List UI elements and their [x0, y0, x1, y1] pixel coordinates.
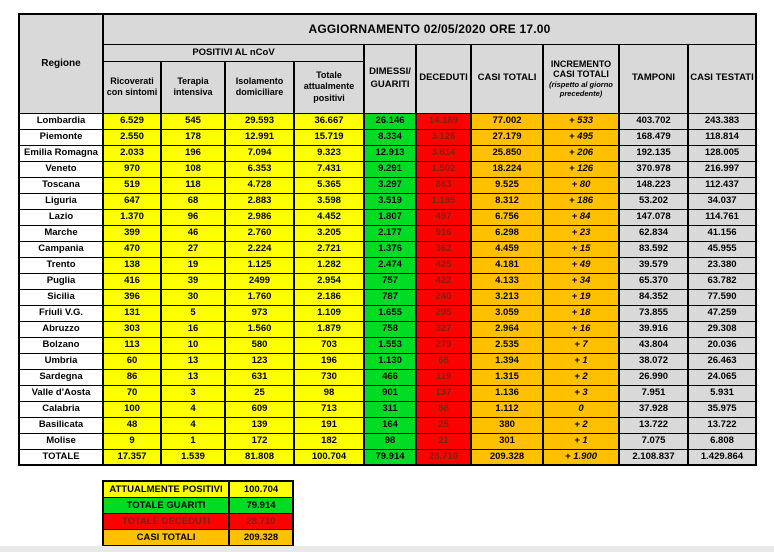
region-name: TOTALE	[19, 449, 103, 465]
deceduti-value: 916	[416, 225, 471, 241]
deceduti-value: 3.126	[416, 129, 471, 145]
totale-positivi-value: 196	[294, 353, 364, 369]
totale-positivi-value: 4.452	[294, 209, 364, 225]
ricoverati-value: 2.033	[103, 145, 161, 161]
region-row	[19, 145, 756, 161]
terapia-intensiva-value: 96	[161, 209, 225, 225]
tamponi-value: 38.072	[619, 353, 688, 369]
dimessi-guariti-value: 787	[364, 289, 416, 305]
summary-label: ATTUALMENTE POSITIVI	[103, 481, 229, 497]
deceduti-value: 425	[416, 257, 471, 273]
region-row	[19, 353, 756, 369]
deceduti-value: 327	[416, 321, 471, 337]
region-row	[19, 417, 756, 433]
ricoverati-value: 6.529	[103, 113, 161, 129]
region-name: Piemonte	[19, 129, 103, 145]
region-name: Molise	[19, 433, 103, 449]
terapia-intensiva-value: 46	[161, 225, 225, 241]
casi-testati-value: 23.380	[688, 257, 756, 273]
summary-value: 28.710	[229, 513, 293, 529]
isolamento-value: 4.728	[225, 177, 294, 193]
dimessi-guariti-value: 901	[364, 385, 416, 401]
region-row	[19, 289, 756, 305]
totale-positivi-value: 1.109	[294, 305, 364, 321]
isolamento-value: 29.593	[225, 113, 294, 129]
totale-positivi-value: 98	[294, 385, 364, 401]
terapia-intensiva-value: 196	[161, 145, 225, 161]
totale-positivi-value: 3.598	[294, 193, 364, 209]
tamponi-value: 53.202	[619, 193, 688, 209]
summary-value: 100.704	[229, 481, 293, 497]
incremento-value: + 3	[543, 385, 619, 401]
isolamento-value: 1.560	[225, 321, 294, 337]
ricoverati-value: 70	[103, 385, 161, 401]
dimessi-guariti-value: 2.474	[364, 257, 416, 273]
tamponi-value: 192.135	[619, 145, 688, 161]
incremento-value: + 7	[543, 337, 619, 353]
ricoverati-value: 86	[103, 369, 161, 385]
tamponi-value: 43.804	[619, 337, 688, 353]
region-row	[19, 193, 756, 209]
terapia-intensiva-value: 30	[161, 289, 225, 305]
region-row	[19, 401, 756, 417]
casi-testati-value: 63.782	[688, 273, 756, 289]
region-row	[19, 321, 756, 337]
terapia-intensiva-value: 178	[161, 129, 225, 145]
terapia-intensiva-value: 68	[161, 193, 225, 209]
region-row	[19, 177, 756, 193]
terapia-intensiva-value: 39	[161, 273, 225, 289]
summary-row	[103, 497, 293, 513]
column-header-casi-totali: CASI TOTALI	[471, 44, 543, 113]
deceduti-value: 21	[416, 433, 471, 449]
totale-positivi-value: 2.721	[294, 241, 364, 257]
casi-testati-value: 45.955	[688, 241, 756, 257]
region-row	[19, 433, 756, 449]
dimessi-guariti-value: 8.334	[364, 129, 416, 145]
casi-totali-value: 6.298	[471, 225, 543, 241]
tamponi-value: 13.722	[619, 417, 688, 433]
ricoverati-value: 9	[103, 433, 161, 449]
region-name: Liguria	[19, 193, 103, 209]
region-name: Toscana	[19, 177, 103, 193]
casi-testati-value: 216.997	[688, 161, 756, 177]
casi-totali-value: 209.328	[471, 449, 543, 465]
summary-row	[103, 529, 293, 545]
column-group-positivi: POSITIVI AL nCoV	[103, 44, 364, 61]
deceduti-value: 1.502	[416, 161, 471, 177]
terapia-intensiva-value: 27	[161, 241, 225, 257]
isolamento-value: 172	[225, 433, 294, 449]
casi-testati-value: 24.065	[688, 369, 756, 385]
isolamento-value: 12.991	[225, 129, 294, 145]
ricoverati-value: 970	[103, 161, 161, 177]
casi-totali-value: 1.315	[471, 369, 543, 385]
region-name: Sicilia	[19, 289, 103, 305]
incremento-value: + 1	[543, 353, 619, 369]
isolamento-value: 7.094	[225, 145, 294, 161]
column-header-incremento	[543, 44, 619, 113]
terapia-intensiva-value: 13	[161, 369, 225, 385]
table-title: AGGIORNAMENTO 02/05/2020 ORE 17.00	[103, 14, 756, 44]
terapia-intensiva-value: 4	[161, 401, 225, 417]
dimessi-guariti-value: 1.807	[364, 209, 416, 225]
isolamento-value: 139	[225, 417, 294, 433]
tamponi-value: 62.834	[619, 225, 688, 241]
casi-testati-value: 5.931	[688, 385, 756, 401]
incremento-value: + 2	[543, 369, 619, 385]
column-header-regione: Regione	[19, 14, 103, 113]
incremento-value: + 186	[543, 193, 619, 209]
dimessi-guariti-value: 3.519	[364, 193, 416, 209]
terapia-intensiva-value: 4	[161, 417, 225, 433]
incremento-value: + 84	[543, 209, 619, 225]
ricoverati-value: 416	[103, 273, 161, 289]
deceduti-value: 28.710	[416, 449, 471, 465]
region-name: Calabria	[19, 401, 103, 417]
tamponi-value: 83.592	[619, 241, 688, 257]
isolamento-value: 609	[225, 401, 294, 417]
dimessi-guariti-value: 12.913	[364, 145, 416, 161]
isolamento-value: 81.808	[225, 449, 294, 465]
region-row	[19, 129, 756, 145]
totale-positivi-value: 7.431	[294, 161, 364, 177]
covid-region-table	[18, 13, 757, 466]
casi-testati-value: 26.463	[688, 353, 756, 369]
ricoverati-value: 48	[103, 417, 161, 433]
terapia-intensiva-value: 19	[161, 257, 225, 273]
incremento-value: + 1.900	[543, 449, 619, 465]
tamponi-value: 168.479	[619, 129, 688, 145]
casi-testati-value: 13.722	[688, 417, 756, 433]
summary-value: 209.328	[229, 529, 293, 545]
casi-testati-value: 118.814	[688, 129, 756, 145]
incremento-value: + 16	[543, 321, 619, 337]
ricoverati-value: 303	[103, 321, 161, 337]
terapia-intensiva-value: 13	[161, 353, 225, 369]
deceduti-value: 497	[416, 209, 471, 225]
casi-totali-value: 1.394	[471, 353, 543, 369]
region-row	[19, 241, 756, 257]
casi-totali-value: 1.112	[471, 401, 543, 417]
ricoverati-value: 519	[103, 177, 161, 193]
tamponi-value: 39.916	[619, 321, 688, 337]
dimessi-guariti-value: 466	[364, 369, 416, 385]
casi-testati-value: 1.429.864	[688, 449, 756, 465]
deceduti-value: 88	[416, 401, 471, 417]
terapia-intensiva-value: 16	[161, 321, 225, 337]
summary-label: TOTALE GUARITI	[103, 497, 229, 513]
terapia-intensiva-value: 5	[161, 305, 225, 321]
casi-totali-value: 4.459	[471, 241, 543, 257]
incremento-value: + 495	[543, 129, 619, 145]
isolamento-value: 973	[225, 305, 294, 321]
region-row	[19, 113, 756, 129]
incremento-value: + 1	[543, 433, 619, 449]
column-header-tamponi: TAMPONI	[619, 44, 688, 113]
incremento-value: + 19	[543, 289, 619, 305]
casi-totali-value: 2.964	[471, 321, 543, 337]
casi-testati-value: 20.036	[688, 337, 756, 353]
totale-positivi-value: 2.186	[294, 289, 364, 305]
deceduti-value: 137	[416, 385, 471, 401]
incremento-value: + 23	[543, 225, 619, 241]
table-header	[19, 14, 756, 113]
dimessi-guariti-value: 164	[364, 417, 416, 433]
region-row	[19, 225, 756, 241]
region-name: Sardegna	[19, 369, 103, 385]
column-header-terapia: Terapia intensiva	[161, 61, 225, 113]
deceduti-value: 119	[416, 369, 471, 385]
totale-positivi-value: 36.667	[294, 113, 364, 129]
totale-positivi-value: 1.282	[294, 257, 364, 273]
deceduti-value: 362	[416, 241, 471, 257]
isolamento-value: 2.224	[225, 241, 294, 257]
ricoverati-value: 113	[103, 337, 161, 353]
casi-testati-value: 128.005	[688, 145, 756, 161]
region-name: Lombardia	[19, 113, 103, 129]
incremento-value: + 126	[543, 161, 619, 177]
totale-positivi-value: 5.365	[294, 177, 364, 193]
column-header-totale-positivi: Totale attualmente positivi	[294, 61, 364, 113]
isolamento-value: 6.353	[225, 161, 294, 177]
totale-positivi-value: 191	[294, 417, 364, 433]
casi-totali-value: 2.535	[471, 337, 543, 353]
region-name: Emilia Romagna	[19, 145, 103, 161]
terapia-intensiva-value: 1	[161, 433, 225, 449]
totale-positivi-value: 2.954	[294, 273, 364, 289]
dimessi-guariti-value: 9.291	[364, 161, 416, 177]
incremento-value: + 49	[543, 257, 619, 273]
casi-testati-value: 35.975	[688, 401, 756, 417]
isolamento-value: 2.986	[225, 209, 294, 225]
incremento-value: + 34	[543, 273, 619, 289]
region-name: Basilicata	[19, 417, 103, 433]
total-row	[19, 449, 756, 465]
tamponi-value: 2.108.837	[619, 449, 688, 465]
column-header-ricoverati: Ricoverati con sintomi	[103, 61, 161, 113]
dimessi-guariti-value: 3.297	[364, 177, 416, 193]
dimessi-guariti-value: 2.177	[364, 225, 416, 241]
tamponi-value: 37.928	[619, 401, 688, 417]
casi-totali-value: 77.002	[471, 113, 543, 129]
ricoverati-value: 131	[103, 305, 161, 321]
ricoverati-value: 396	[103, 289, 161, 305]
summary-row	[103, 481, 293, 497]
region-name: Bolzano	[19, 337, 103, 353]
tamponi-value: 84.352	[619, 289, 688, 305]
isolamento-value: 2.883	[225, 193, 294, 209]
incremento-value: + 2	[543, 417, 619, 433]
ricoverati-value: 647	[103, 193, 161, 209]
tamponi-value: 370.978	[619, 161, 688, 177]
totale-positivi-value: 3.205	[294, 225, 364, 241]
region-row	[19, 369, 756, 385]
incremento-value: + 15	[543, 241, 619, 257]
casi-totali-value: 27.179	[471, 129, 543, 145]
isolamento-value: 2499	[225, 273, 294, 289]
ricoverati-value: 2.550	[103, 129, 161, 145]
casi-testati-value: 112.437	[688, 177, 756, 193]
summary-row	[103, 513, 293, 529]
dimessi-guariti-value: 1.376	[364, 241, 416, 257]
region-row	[19, 161, 756, 177]
ricoverati-value: 470	[103, 241, 161, 257]
casi-totali-value: 380	[471, 417, 543, 433]
casi-testati-value: 6.808	[688, 433, 756, 449]
tamponi-value: 403.702	[619, 113, 688, 129]
casi-totali-value: 3.213	[471, 289, 543, 305]
terapia-intensiva-value: 545	[161, 113, 225, 129]
casi-testati-value: 34.037	[688, 193, 756, 209]
region-row	[19, 257, 756, 273]
dimessi-guariti-value: 311	[364, 401, 416, 417]
totale-positivi-value: 713	[294, 401, 364, 417]
deceduti-value: 863	[416, 177, 471, 193]
isolamento-value: 1.125	[225, 257, 294, 273]
dimessi-guariti-value: 79.914	[364, 449, 416, 465]
incremento-header-note: (rispetto al giorno precedente)	[549, 80, 613, 98]
deceduti-value: 295	[416, 305, 471, 321]
region-row	[19, 273, 756, 289]
column-header-isolamento: Isolamento domiciliare	[225, 61, 294, 113]
tamponi-value: 73.855	[619, 305, 688, 321]
isolamento-value: 25	[225, 385, 294, 401]
region-row	[19, 337, 756, 353]
region-name: Marche	[19, 225, 103, 241]
isolamento-value: 631	[225, 369, 294, 385]
totale-positivi-value: 730	[294, 369, 364, 385]
summary-table-body	[103, 481, 293, 550]
deceduti-value: 422	[416, 273, 471, 289]
tamponi-value: 7.075	[619, 433, 688, 449]
bottom-edge-strip	[0, 546, 774, 552]
casi-totali-value: 4.181	[471, 257, 543, 273]
casi-totali-value: 8.312	[471, 193, 543, 209]
column-header-dimessi-guariti: DIMESSI/ GUARITI	[364, 44, 416, 113]
casi-testati-value: 114.761	[688, 209, 756, 225]
incremento-value: + 80	[543, 177, 619, 193]
deceduti-value: 25	[416, 417, 471, 433]
dimessi-guariti-value: 758	[364, 321, 416, 337]
summary-value: 79.914	[229, 497, 293, 513]
deceduti-value: 14.189	[416, 113, 471, 129]
dimessi-guariti-value: 1.655	[364, 305, 416, 321]
region-name: Valle d'Aosta	[19, 385, 103, 401]
isolamento-value: 2.760	[225, 225, 294, 241]
deceduti-value: 3.614	[416, 145, 471, 161]
deceduti-value: 279	[416, 337, 471, 353]
totale-positivi-value: 703	[294, 337, 364, 353]
totale-positivi-value: 15.719	[294, 129, 364, 145]
casi-testati-value: 243.383	[688, 113, 756, 129]
dimessi-guariti-value: 1.553	[364, 337, 416, 353]
casi-totali-value: 9.525	[471, 177, 543, 193]
incremento-value: + 206	[543, 145, 619, 161]
dimessi-guariti-value: 757	[364, 273, 416, 289]
incremento-value: 0	[543, 401, 619, 417]
totale-positivi-value: 9.323	[294, 145, 364, 161]
tamponi-value: 147.078	[619, 209, 688, 225]
casi-testati-value: 77.590	[688, 289, 756, 305]
deceduti-value: 240	[416, 289, 471, 305]
tamponi-value: 7.951	[619, 385, 688, 401]
region-name: Trento	[19, 257, 103, 273]
ricoverati-value: 60	[103, 353, 161, 369]
deceduti-value: 1.195	[416, 193, 471, 209]
ricoverati-value: 100	[103, 401, 161, 417]
terapia-intensiva-value: 118	[161, 177, 225, 193]
summary-label: TOTALE DECEDUTI	[103, 513, 229, 529]
tamponi-value: 39.579	[619, 257, 688, 273]
casi-totali-value: 3.059	[471, 305, 543, 321]
incremento-header-label: INCREMENTO CASI TOTALI	[550, 58, 612, 80]
casi-totali-value: 25.850	[471, 145, 543, 161]
ricoverati-value: 138	[103, 257, 161, 273]
region-row	[19, 385, 756, 401]
region-name: Umbria	[19, 353, 103, 369]
column-header-deceduti: DECEDUTI	[416, 44, 471, 113]
totale-positivi-value: 182	[294, 433, 364, 449]
incremento-value: + 533	[543, 113, 619, 129]
summary-label: CASI TOTALI	[103, 529, 229, 545]
summary-table	[102, 480, 294, 551]
ricoverati-value: 399	[103, 225, 161, 241]
casi-testati-value: 41.156	[688, 225, 756, 241]
tamponi-value: 148.223	[619, 177, 688, 193]
region-row	[19, 305, 756, 321]
region-table-body	[19, 113, 756, 465]
isolamento-value: 580	[225, 337, 294, 353]
region-name: Veneto	[19, 161, 103, 177]
region-name: Lazio	[19, 209, 103, 225]
totale-positivi-value: 100.704	[294, 449, 364, 465]
totale-positivi-value: 1.879	[294, 321, 364, 337]
tamponi-value: 26.990	[619, 369, 688, 385]
region-row	[19, 209, 756, 225]
dimessi-guariti-value: 1.130	[364, 353, 416, 369]
casi-totali-value: 18.224	[471, 161, 543, 177]
incremento-value: + 18	[543, 305, 619, 321]
deceduti-value: 68	[416, 353, 471, 369]
casi-totali-value: 1.136	[471, 385, 543, 401]
ricoverati-value: 17.357	[103, 449, 161, 465]
dimessi-guariti-value: 26.146	[364, 113, 416, 129]
region-name: Abruzzo	[19, 321, 103, 337]
isolamento-value: 123	[225, 353, 294, 369]
casi-totali-value: 4.133	[471, 273, 543, 289]
casi-testati-value: 29.308	[688, 321, 756, 337]
tamponi-value: 65.370	[619, 273, 688, 289]
terapia-intensiva-value: 3	[161, 385, 225, 401]
ricoverati-value: 1.370	[103, 209, 161, 225]
terapia-intensiva-value: 1.539	[161, 449, 225, 465]
terapia-intensiva-value: 108	[161, 161, 225, 177]
isolamento-value: 1.760	[225, 289, 294, 305]
casi-totali-value: 301	[471, 433, 543, 449]
casi-totali-value: 6.756	[471, 209, 543, 225]
region-name: Friuli V.G.	[19, 305, 103, 321]
terapia-intensiva-value: 10	[161, 337, 225, 353]
column-header-casi-testati: CASI TESTATI	[688, 44, 756, 113]
casi-testati-value: 47.259	[688, 305, 756, 321]
dimessi-guariti-value: 98	[364, 433, 416, 449]
region-name: Campania	[19, 241, 103, 257]
region-name: Puglia	[19, 273, 103, 289]
